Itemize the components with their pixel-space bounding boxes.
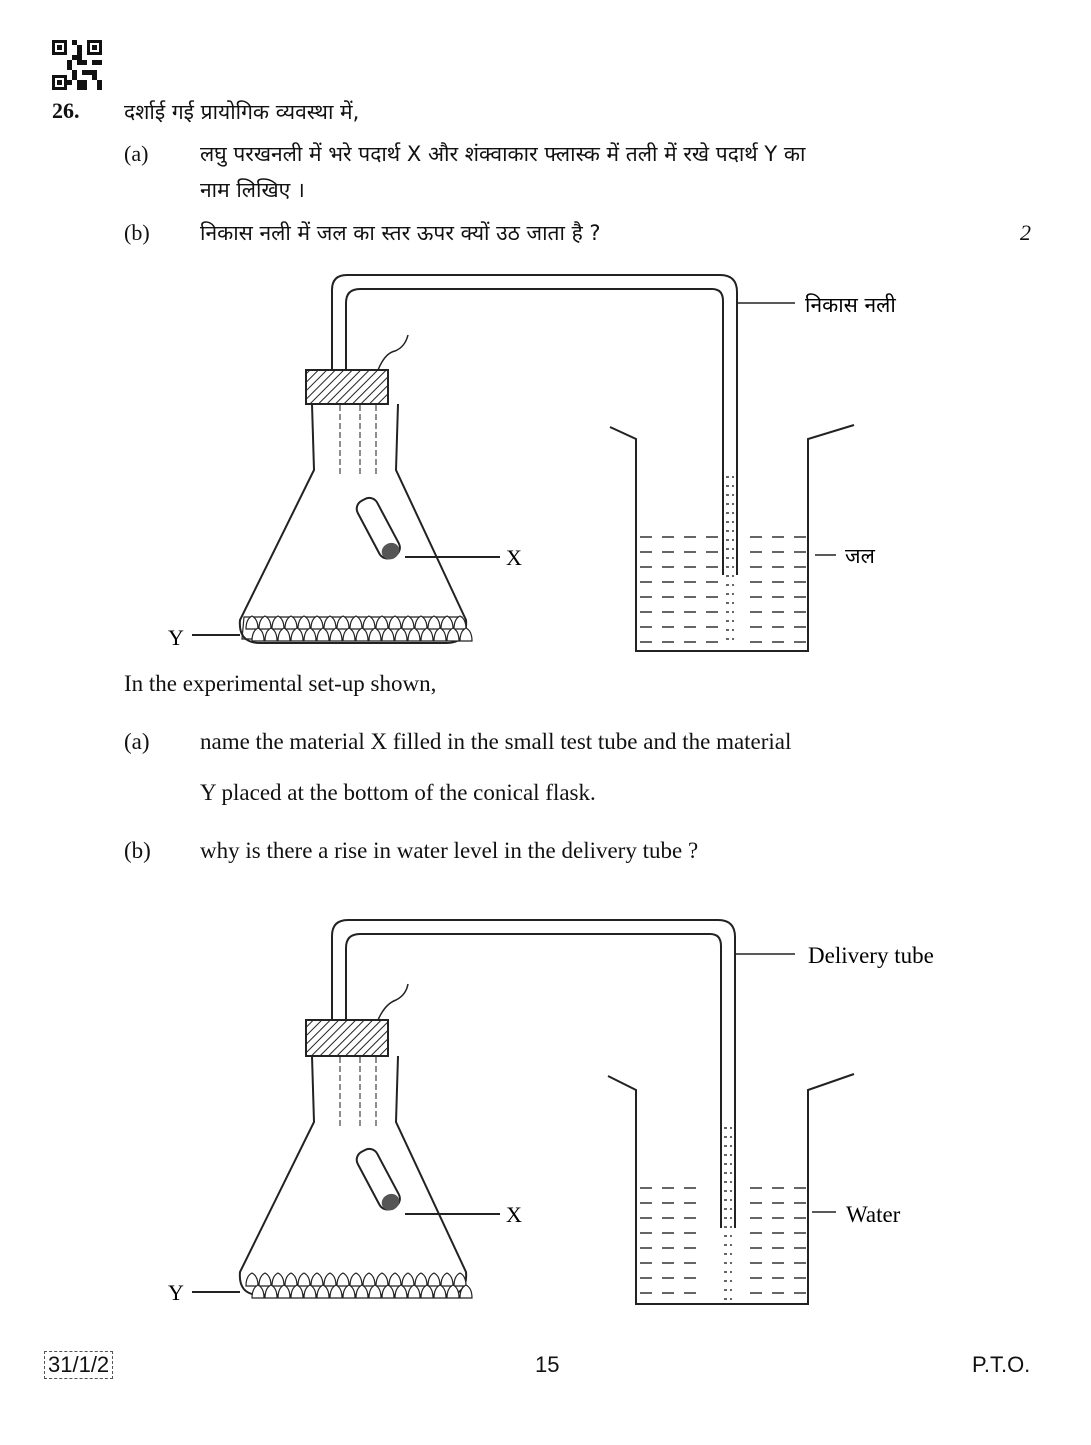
pebble bbox=[337, 616, 349, 629]
english-b-label: (b) bbox=[124, 838, 151, 863]
pebble bbox=[447, 628, 459, 641]
pebble bbox=[382, 1285, 394, 1298]
pebble bbox=[350, 1273, 362, 1286]
hindi-a-label: (a) bbox=[124, 141, 149, 166]
pebble bbox=[408, 628, 420, 641]
pebble bbox=[454, 1273, 466, 1286]
pebble bbox=[356, 1285, 368, 1298]
water-label-hindi: जल bbox=[845, 544, 875, 568]
pebble bbox=[363, 616, 375, 629]
pebble bbox=[265, 628, 277, 641]
pebble bbox=[369, 1285, 381, 1298]
pebble bbox=[421, 1285, 433, 1298]
pebble bbox=[415, 1273, 427, 1286]
pebble bbox=[441, 1273, 453, 1286]
pebble bbox=[434, 628, 446, 641]
english-a-label: (a) bbox=[124, 729, 150, 754]
question-marks: 2 bbox=[1020, 220, 1031, 245]
pebble bbox=[246, 1273, 258, 1286]
pebble bbox=[278, 1285, 290, 1298]
pebble bbox=[434, 1285, 446, 1298]
english-b-text: why is there a rise in water level in the delivery tube ? bbox=[200, 838, 699, 863]
pebble bbox=[343, 1285, 355, 1298]
pebble bbox=[324, 1273, 336, 1286]
hindi-b-label: (b) bbox=[124, 220, 150, 245]
pebble bbox=[376, 616, 388, 629]
pebble bbox=[278, 628, 290, 641]
pebble bbox=[311, 1273, 323, 1286]
pebble bbox=[428, 616, 440, 629]
pebble bbox=[291, 1285, 303, 1298]
pebble bbox=[285, 616, 297, 629]
page-number: 15 bbox=[535, 1352, 560, 1377]
pebble bbox=[265, 1285, 277, 1298]
pebble bbox=[421, 628, 433, 641]
pebble bbox=[350, 616, 362, 629]
experiment-diagram-english bbox=[0, 900, 1091, 1320]
pebble bbox=[272, 1273, 284, 1286]
pebble bbox=[441, 616, 453, 629]
pebble bbox=[447, 1285, 459, 1298]
hindi-a-line1: लघु परखनली में भरे पदार्थ X और शंक्वाकार फ्लास्क में तली में रखे पदार्थ Y का bbox=[200, 142, 806, 166]
pebble bbox=[428, 1273, 440, 1286]
pto-label: P.T.O. bbox=[972, 1352, 1031, 1377]
pebble bbox=[272, 616, 284, 629]
pebble bbox=[343, 628, 355, 641]
english-intro: In the experimental set-up shown, bbox=[124, 671, 437, 696]
pebble bbox=[389, 616, 401, 629]
pebble bbox=[324, 616, 336, 629]
pebble bbox=[317, 628, 329, 641]
pebble bbox=[395, 628, 407, 641]
x-label-hindi-diagram: X bbox=[506, 545, 522, 570]
pebble bbox=[246, 616, 258, 629]
pebble bbox=[311, 616, 323, 629]
pebble bbox=[382, 628, 394, 641]
pebble bbox=[252, 628, 264, 641]
pebble bbox=[356, 628, 368, 641]
y-label-english-diagram: Y bbox=[168, 1280, 184, 1305]
paper-code: 31/1/2 bbox=[44, 1351, 113, 1379]
pebble bbox=[298, 1273, 310, 1286]
y-label-hindi-diagram: Y bbox=[168, 625, 184, 650]
pebble bbox=[259, 616, 271, 629]
delivery-tube-label: Delivery tube bbox=[808, 943, 934, 968]
pebble bbox=[389, 1273, 401, 1286]
pebble bbox=[317, 1285, 329, 1298]
water-label: Water bbox=[846, 1202, 901, 1227]
pebble bbox=[376, 1273, 388, 1286]
pebble bbox=[415, 616, 427, 629]
pebble bbox=[330, 1285, 342, 1298]
pebble bbox=[337, 1273, 349, 1286]
hindi-intro: दर्शाई गई प्रायोगिक व्यवस्था में, bbox=[124, 100, 360, 124]
pebble bbox=[298, 616, 310, 629]
pebble bbox=[252, 1285, 264, 1298]
pebble bbox=[304, 1285, 316, 1298]
hindi-a-line2: नाम लिखिए । bbox=[200, 178, 305, 202]
pebble bbox=[291, 628, 303, 641]
qr-code bbox=[52, 40, 102, 90]
pebble bbox=[402, 616, 414, 629]
pebble bbox=[395, 1285, 407, 1298]
pebble bbox=[402, 1273, 414, 1286]
x-label-english-diagram: X bbox=[506, 1202, 522, 1227]
pebble bbox=[408, 1285, 420, 1298]
pebble bbox=[460, 1285, 472, 1298]
pebble bbox=[330, 628, 342, 641]
hindi-b-text: निकास नली में जल का स्तर ऊपर क्यों उठ जाता है ? bbox=[200, 221, 601, 245]
pebble bbox=[363, 1273, 375, 1286]
pebble bbox=[259, 1273, 271, 1286]
pebble bbox=[460, 628, 472, 641]
english-a-line1: name the material X filled in the small test tube and the material bbox=[200, 729, 792, 754]
delivery-tube-label-hindi: निकास नली bbox=[805, 293, 896, 317]
experiment-diagram-hindi bbox=[0, 255, 1091, 675]
pebble bbox=[285, 1273, 297, 1286]
english-a-line2: Y placed at the bottom of the conical flask. bbox=[200, 780, 596, 805]
question-number: 26. bbox=[52, 98, 80, 123]
pebble bbox=[304, 628, 316, 641]
pebble bbox=[369, 628, 381, 641]
